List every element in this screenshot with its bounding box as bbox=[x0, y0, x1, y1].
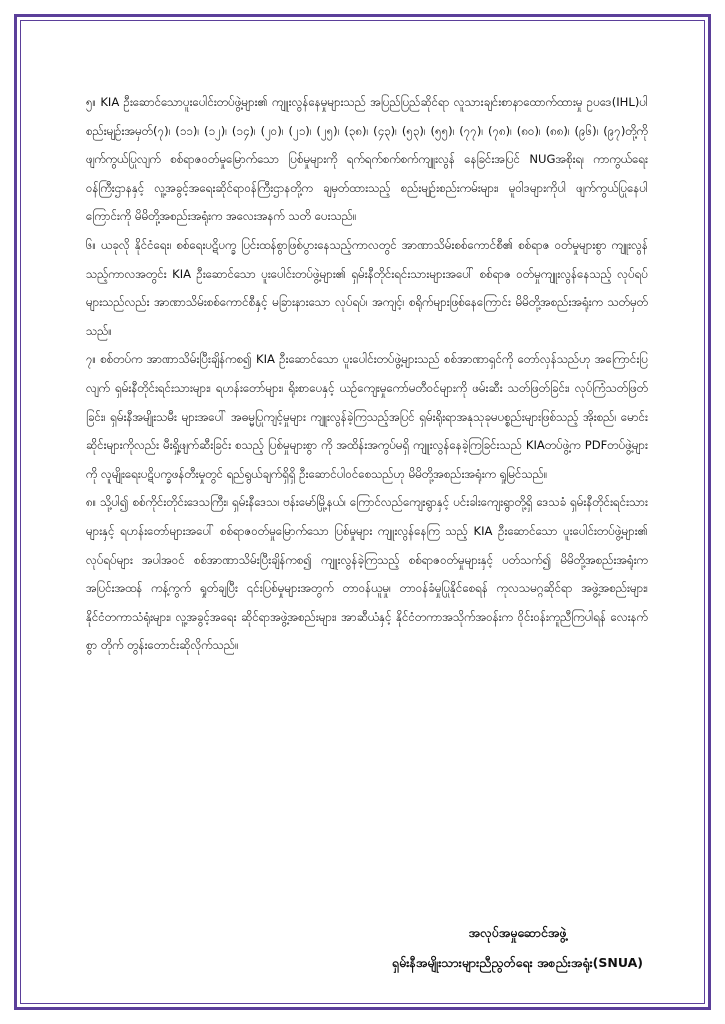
paragraph-6: ၆။ ယခုလို နိုင်ငံရေး၊ စစ်ရေးပဋိပက္ခ ပြင်းထန်စွာဖြစ်ပွားနေသည့်ကာလတွင် အာဏာသိမ်းစစ်ကောင်စီ၏ စစ်ရာဇ ဝတ်မှုများစွာ ကျူးလွန်သည့်ကာလအတွင်း KIA ဦးဆောင်သော ပူးပေါင်းတပ်ဖွဲ့များ၏ ရှမ်းနီတိုင်းရင်းသားများအပေါ် စစ်ရာဇ ဝတ်မှုကျူးလွန်နေသည့် လုပ်ရပ်များသည်လည်း အာဏာသိမ်းစစ်ကောင်စီနှင့် မခြားနားသော လုပ်ရပ်၊ အကျင့်၊ စရိုက်များဖြစ်နေကြောင်း မိမိတို့အစည်းအရုံးက သတ်မှတ်သည်။ bbox=[86, 237, 648, 338]
paragraph-8: ၈။ သို့ပါ၍ စစ်ကိုင်းတိုင်းဒေသကြီး၊ ရှမ်းနီဒေသ၊ ဗန်းမော်မြို့နယ်၊ ကြောင်လည်ကျေးရွာနှင့် ပင်းခါးကျေးရွာတို့ရှိ ဒေသခံ ရှမ်းနီတိုင်းရင်းသားများနှင့် ရဟန်းတော်များအပေါ် စစ်ရာဇဝတ်မှုမြောက်သော ပြစ်မှုများ ကျူးလွန်နေကြ သည့် KIA ဦးဆောင်သော ပူးပေါင်းတပ်ဖွဲ့များ၏ လုပ်ရပ်များ အပါအဝင် စစ်အာဏာသိမ်းပြီးချိန်ကစ၍ ကျူးလွန်ခဲ့ကြသည့် စစ်ရာဇဝတ်မှုများနှင့် ပတ်သက်၍ မိမိတို့အစည်းအရုံးက အပြင်းအထန် ကန့်ကွက် ရှုတ်ချပြီး ၎င်းပြစ်မှုများအတွက် တာဝန်ယူမှု၊ တာဝန်ခံမှုပြုနိုင်စေရန် ကုလသမဂ္ဂဆိုင်ရာ အဖွဲ့အစည်းများ၊ နိုင်ငံတကာသံရုံးများ၊ လူ့အခွင့်အရေး ဆိုင်ရာအဖွဲ့အစည်းများ၊ အာဆီယံနှင့် နိုင်ငံတကာအသိုက်အဝန်းက ဝိုင်းဝန်းကူညီကြပါရန် လေးနက်စွာ တိုက် တွန်းတောင်းဆိုလိုက်သည်။ bbox=[86, 495, 648, 653]
statement-body bbox=[86, 88, 648, 660]
paragraph-5: ၅။ KIA ဦးဆောင်သောပူးပေါင်းတပ်ဖွဲ့များ၏ ကျူးလွန်နေမှုများသည် အပြည်ပြည်ဆိုင်ရာ လူသားချင်းစာနာထောက်ထားမှု ဥပဒေ(IHL)ပါ စည်းမျဉ်းအမှတ်(၇)၊ (၁၁)၊ (၁၂)၊ (၁၄)၊ (၂၀)၊ (၂၁)၊ (၂၅)၊ (၃၈)၊ (၄၃)၊ (၅၃)၊ (၅၅)၊ (၇၇)၊ (၇၈)၊ (၈၀)၊ (၈၈)၊ (၉၆)၊ (၉၇)တို့ကို ဖျက်ကွယ်ပြုလျက် စစ်ရာဇဝတ်မှုမြောက်သော ပြစ်မှုများကို ရက်ရက်စက်စက်ကျူးလွန် နေခြင်းအပြင် NUGအစိုးရ၊ ကာကွယ်ရေးဝန်ကြီးဌာနနှင့် လူ့အခွင့်အရေးဆိုင်ရာဝန်ကြီးဌာနတို့က ချမှတ်ထားသည့် စည်းမျဉ်းစည်းကမ်းများ၊ မူဝါဒများကိုပါ ဖျက်ကွယ်ပြုနေပါကြောင်းကို မိမိတို့အစည်းအရုံးက အလေးအနက် သတိ ပေးသည်။ bbox=[86, 95, 648, 224]
paragraph-7: ၇။ စစ်တပ်က အာဏာသိမ်းပြီးချိန်ကစ၍ KIA ဦးဆောင်သော ပူးပေါင်းတပ်ဖွဲ့များသည် စစ်အာဏာရှင်ကို တော်လှန်သည်ဟု အကြောင်းပြလျက် ရှမ်းနီတိုင်းရင်းသားများ၊ ရဟန်းတော်များ၊ ရိုးစာပေနှင့် ယဉ်ကျေးမှုကော်မတီဝင်များကို ဖမ်းဆီး သတ်ဖြတ်ခြင်း၊ လုပ်ကြံသတ်ဖြတ်ခြင်း၊ ရှမ်းနီအမျိုးသမီး များအပေါ် အဓမ္မပြုကျင့်မှုများ ကျူးလွန်ခဲ့ကြသည့်အပြင် ရှမ်းရိုးရာအနုသုခုမပစ္စည်းများဖြစ်သည့် အိုးစည်၊ မောင်းဆိုင်းများကိုလည်း မီးရှို့ဖျက်ဆီးခြင်း စသည့် ပြစ်မှုများစွာ ကို အထိန်းအကွပ်မရှိ ကျူးလွန်နေခဲ့ကြခြင်းသည် KIAတပ်ဖွဲ့က PDFတပ်ဖွဲ့များကို လူမျိုးရေးပဋိပက္ခဖန်တီးမှုတွင် ရည်ရွယ်ချက်ရှိရှိ ဦးဆောင်ပါဝင်စေသည်ဟု မိမိတို့အစည်းအရုံးက ရှုမြင်သည်။ bbox=[86, 352, 648, 481]
signature-organization: ရှမ်းနီအမျိုးသားများညီညွတ်ရေး အစည်းအရုံး(SNUA) bbox=[391, 955, 643, 970]
signature-committee: အလုပ်အမှုဆောင်အဖွဲ့ bbox=[468, 925, 567, 940]
signature-block bbox=[392, 918, 643, 978]
